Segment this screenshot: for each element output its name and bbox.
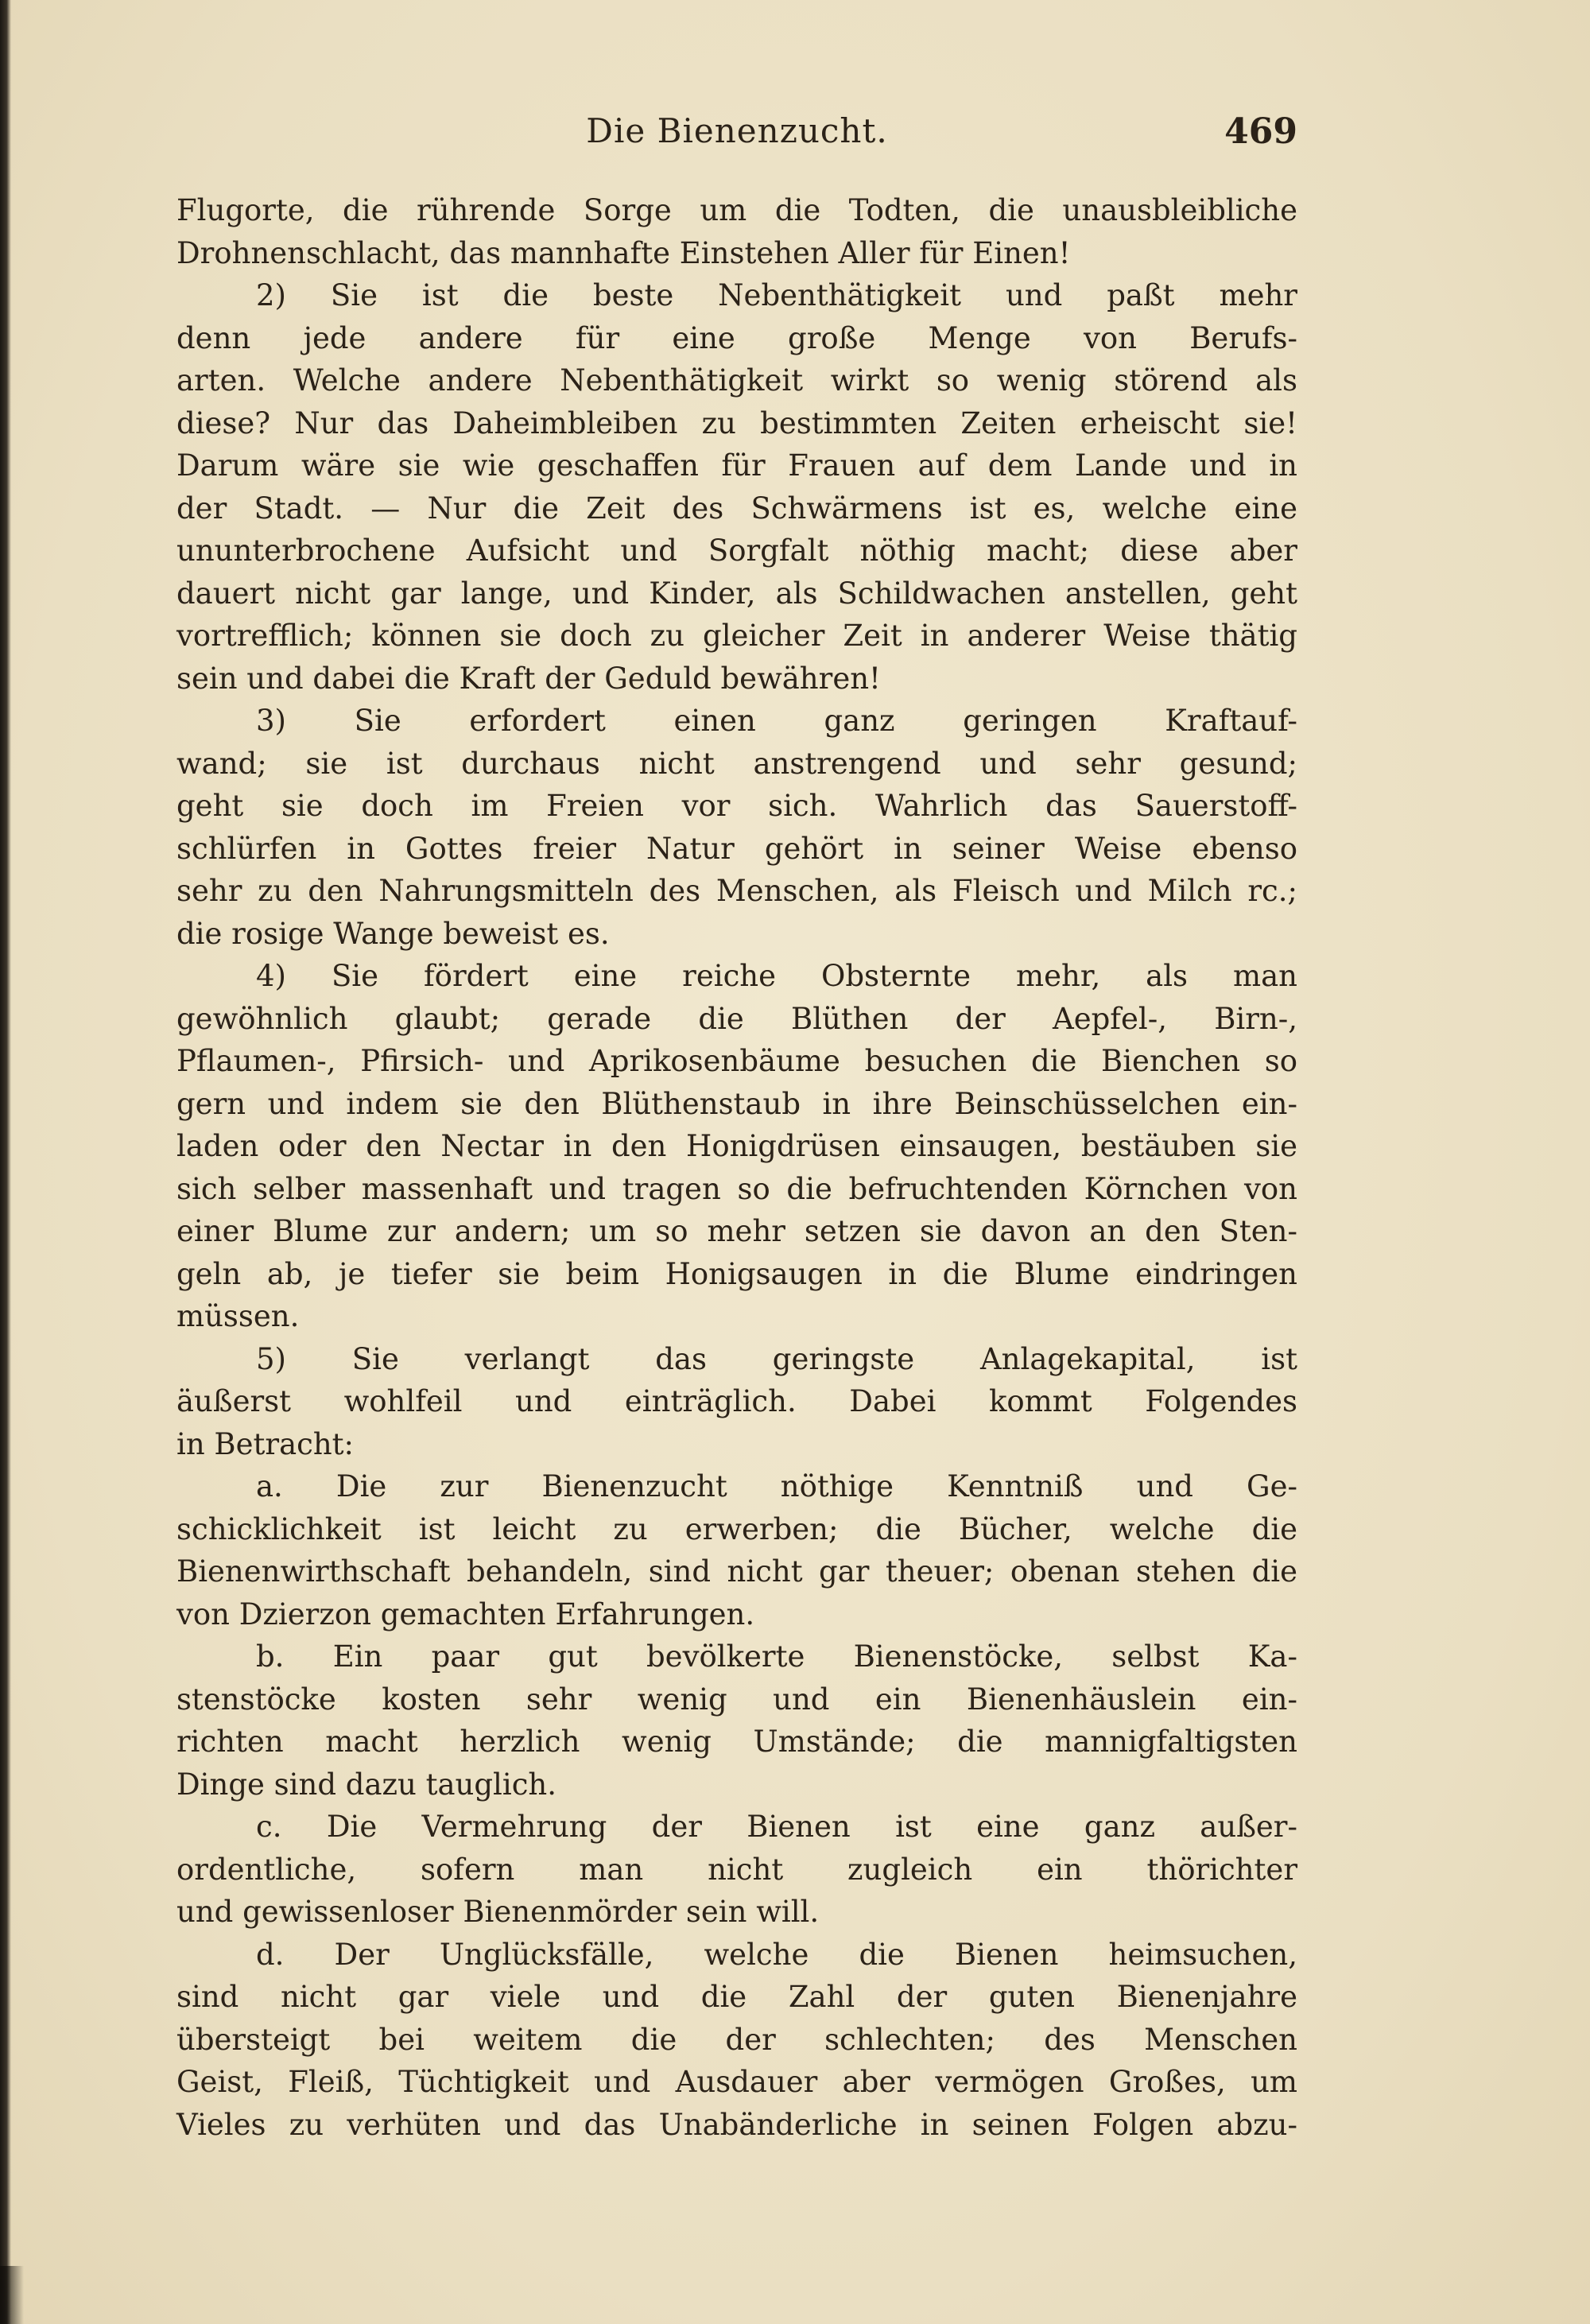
text-line: die rosige Wange beweist es. [176, 916, 610, 951]
text-line: gewöhnlich glaubt; gerade die Blüthen der Aepfel-, Birn-, [176, 1001, 1297, 1036]
text-line: 3) Sie erfordert einen ganz geringen Kraftauf- [256, 704, 1297, 738]
text-line: von Dzierzon gemachten Erfahrungen. [176, 1597, 755, 1631]
text-line: sind nicht gar viele und die Zahl der guten Bienenjahre [176, 1980, 1297, 2014]
text-line: geht sie doch im Freien vor sich. Wahrlich das Sauerstoff- [176, 789, 1297, 823]
text-line: sich selber massenhaft und tragen so die befruchtenden Körnchen von [176, 1171, 1297, 1206]
text-line: übersteigt bei weitem die der schlechten; des Menschen [176, 2022, 1297, 2057]
text-line: äußerst wohlfeil und einträglich. Dabei kommt Folgendes [176, 1384, 1297, 1418]
text-line: b. Ein paar gut bevölkerte Bienenstöcke, selbst Ka- [256, 1639, 1297, 1674]
text-line: 4) Sie fördert eine reiche Obsternte mehr, als man [256, 959, 1297, 993]
book-spine-shadow [0, 0, 11, 2324]
text-line: laden oder den Nectar in den Honigdrüsen einsaugen, bestäuben sie [176, 1129, 1297, 1163]
body-text [176, 189, 1297, 2146]
text-line: Drohnenschlacht, das mannhafte Einstehen Aller für Einen! [176, 235, 1071, 270]
text-line: sein und dabei die Kraft der Geduld bewähren! [176, 661, 881, 696]
text-line: d. Der Unglücksfälle, welche die Bienen heimsuchen, [256, 1937, 1297, 1972]
text-line: c. Die Vermehrung der Bienen ist eine ganz außer- [256, 1810, 1297, 1844]
text-line: Vieles zu verhüten und das Unabänderliche in seinen Folgen abzu- [176, 2107, 1297, 2142]
text-line: und gewissenloser Bienenmörder sein will. [176, 1895, 820, 1929]
text-line: dauert nicht gar lange, und Kinder, als Schildwachen anstellen, geht [176, 576, 1297, 611]
text-line: richten macht herzlich wenig Umstände; die mannigfaltigsten [176, 1725, 1297, 1759]
text-line: in Betracht: [176, 1426, 355, 1461]
text-line: stenstöcke kosten sehr wenig und ein Bienenhäuslein ein- [176, 1682, 1297, 1717]
text-line: vortrefflich; können sie doch zu gleicher Zeit in anderer Weise thätig [176, 619, 1297, 653]
text-line: a. Die zur Bienenzucht nöthige Kenntniß und Ge- [256, 1469, 1297, 1503]
running-head-title: Die Bienenzucht. [586, 111, 888, 150]
book-corner-shadow [0, 2266, 24, 2324]
text-line: geln ab, je tiefer sie beim Honigsaugen in die Blume eindringen [176, 1256, 1297, 1291]
text-line: Dinge sind dazu tauglich. [176, 1767, 557, 1802]
text-line: schlürfen in Gottes freier Natur gehört in seiner Weise ebenso [176, 831, 1297, 866]
text-line: Darum wäre sie wie geschaffen für Frauen auf dem Lande und in [176, 448, 1297, 483]
text-line: einer Blume zur andern; um so mehr setzen sie davon an den Sten- [176, 1214, 1297, 1248]
text-line: gern und indem sie den Blüthenstaub in ihre Beinschüsselchen ein- [176, 1086, 1297, 1121]
running-head [176, 111, 1297, 159]
text-line: Pflaumen-, Pfirsich- und Aprikosenbäume besuchen die Bienchen so [176, 1044, 1297, 1078]
text-line: der Stadt. — Nur die Zeit des Schwärmens ist es, welche eine [176, 491, 1297, 526]
text-line: denn jede andere für eine große Menge von Berufs- [176, 320, 1297, 355]
text-line: Flugorte, die rührende Sorge um die Todten, die unausbleibliche [176, 193, 1297, 227]
text-line: 5) Sie verlangt das geringste Anlagekapital, ist [256, 1341, 1297, 1376]
text-line: ordentliche, sofern man nicht zugleich ein thörichter [176, 1852, 1297, 1887]
text-line: wand; sie ist durchaus nicht anstrengend und sehr gesund; [176, 746, 1297, 781]
text-line: diese? Nur das Daheimbleiben zu bestimmten Zeiten erheischt sie! [176, 405, 1297, 440]
text-line: ununterbrochene Aufsicht und Sorgfalt nöthig macht; diese aber [176, 533, 1297, 568]
text-line: sehr zu den Nahrungsmitteln des Menschen, als Fleisch und Milch rc.; [176, 874, 1297, 908]
text-line: müssen. [176, 1299, 300, 1333]
text-line: arten. Welche andere Nebenthätigkeit wirkt so wenig störend als [176, 363, 1297, 398]
text-line: Bienenwirthschaft behandeln, sind nicht gar theuer; obenan stehen die [176, 1554, 1297, 1589]
text-line: 2) Sie ist die beste Nebenthätigkeit und paßt mehr [256, 278, 1297, 312]
page-number: 469 [1224, 111, 1297, 152]
text-line: Geist, Fleiß, Tüchtigkeit und Ausdauer aber vermögen Großes, um [176, 2065, 1297, 2099]
text-line: schicklichkeit ist leicht zu erwerben; die Bücher, welche die [176, 1511, 1297, 1546]
